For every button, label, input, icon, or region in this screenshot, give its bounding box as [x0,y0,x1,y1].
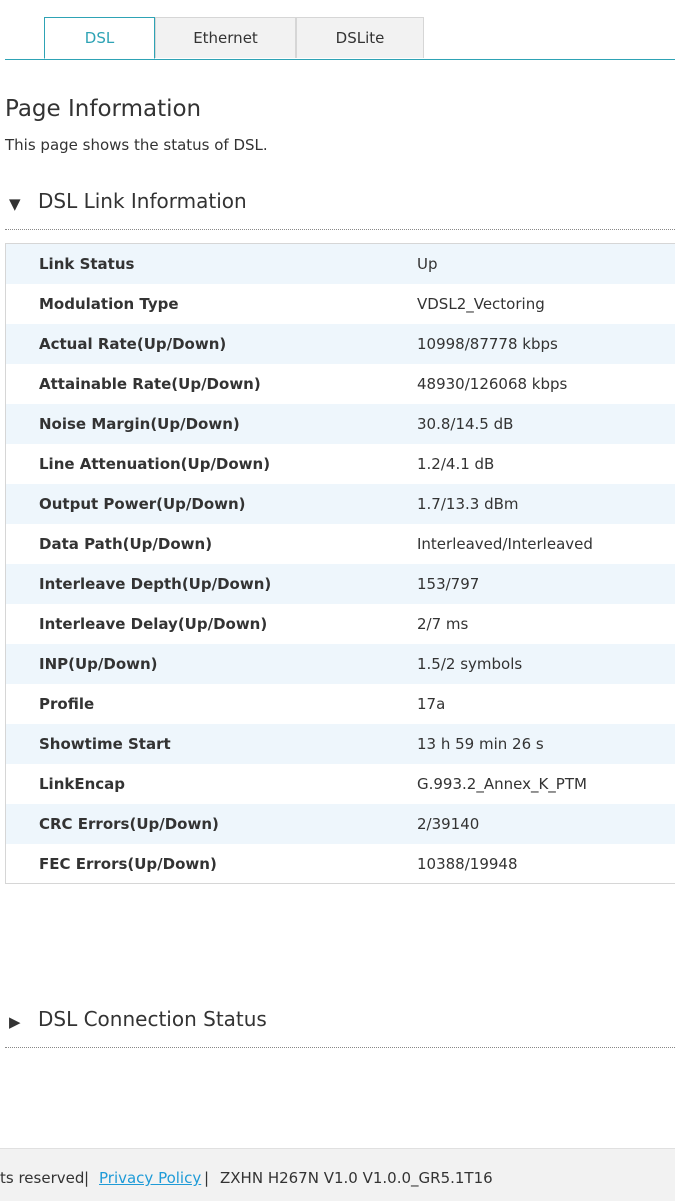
row-value: 13 h 59 min 26 s [417,735,544,753]
row-label: Profile [39,695,95,713]
row-value: 48930/126068 kbps [417,375,568,393]
row-label: Noise Margin(Up/Down) [39,415,240,433]
row-value: 10998/87778 kbps [417,335,558,353]
row-label: Attainable Rate(Up/Down) [39,375,261,393]
row-label: Actual Rate(Up/Down) [39,335,227,353]
tab-dsl[interactable]: DSL [44,17,155,59]
row-value: 1.2/4.1 dB [417,455,495,473]
row-label: Link Status [39,255,135,273]
row-value: 17a [417,695,446,713]
copyright-text: ts reserved [0,1169,85,1187]
row-label: FEC Errors(Up/Down) [39,855,217,873]
section-header-dsl-connection-status[interactable] [5,1007,675,1048]
page-description: This page shows the status of DSL. [5,136,268,154]
row-label: Interleave Delay(Up/Down) [39,615,268,633]
table-row [6,604,675,644]
table-row [6,524,675,564]
tab-ethernet[interactable]: Ethernet [155,17,296,58]
table-row [6,804,675,844]
triangle-right-icon: ▶ [9,1013,21,1031]
footer [0,1148,675,1201]
row-label: Output Power(Up/Down) [39,495,246,513]
table-row [6,444,675,484]
firmware-version: ZXHN H267N V1.0 V1.0.0_GR5.1T16 [220,1169,493,1187]
tab-dslite[interactable]: DSLite [296,17,424,58]
row-label: INP(Up/Down) [39,655,158,673]
row-label: Data Path(Up/Down) [39,535,213,553]
table-row [6,564,675,604]
row-label: Interleave Depth(Up/Down) [39,575,272,593]
row-value: 1.5/2 symbols [417,655,523,673]
table-row [6,324,675,364]
row-value: G.993.2_Annex_K_PTM [417,775,587,793]
table-row [6,484,675,524]
row-value: 30.8/14.5 dB [417,415,514,433]
section-title: DSL Connection Status [38,1007,267,1031]
tab-bar [5,17,675,60]
dsl-link-info-table [5,243,675,884]
table-row [6,364,675,404]
table-row [6,244,675,284]
section-header-dsl-link-information[interactable] [5,189,675,230]
row-value: 153/797 [417,575,480,593]
table-row [6,644,675,684]
table-row [6,684,675,724]
section-title: DSL Link Information [38,189,247,213]
row-value: Up [417,255,438,273]
row-value: 10388/19948 [417,855,518,873]
row-value: 1.7/13.3 dBm [417,495,519,513]
row-label: Showtime Start [39,735,171,753]
triangle-down-icon: ▼ [9,195,21,213]
row-value: 2/39140 [417,815,480,833]
row-value: Interleaved/Interleaved [417,535,593,553]
page-title: Page Information [5,96,202,122]
row-label: Modulation Type [39,295,179,313]
row-value: VDSL2_Vectoring [417,295,545,313]
table-row [6,724,675,764]
table-row [6,844,675,884]
footer-separator: | [84,1169,90,1187]
table-row [6,284,675,324]
footer-separator: | [204,1169,210,1187]
row-label: LinkEncap [39,775,126,793]
table-row [6,404,675,444]
row-label: CRC Errors(Up/Down) [39,815,219,833]
row-value: 2/7 ms [417,615,469,633]
row-label: Line Attenuation(Up/Down) [39,455,271,473]
table-row [6,764,675,804]
privacy-policy-link[interactable]: Privacy Policy [99,1169,202,1187]
